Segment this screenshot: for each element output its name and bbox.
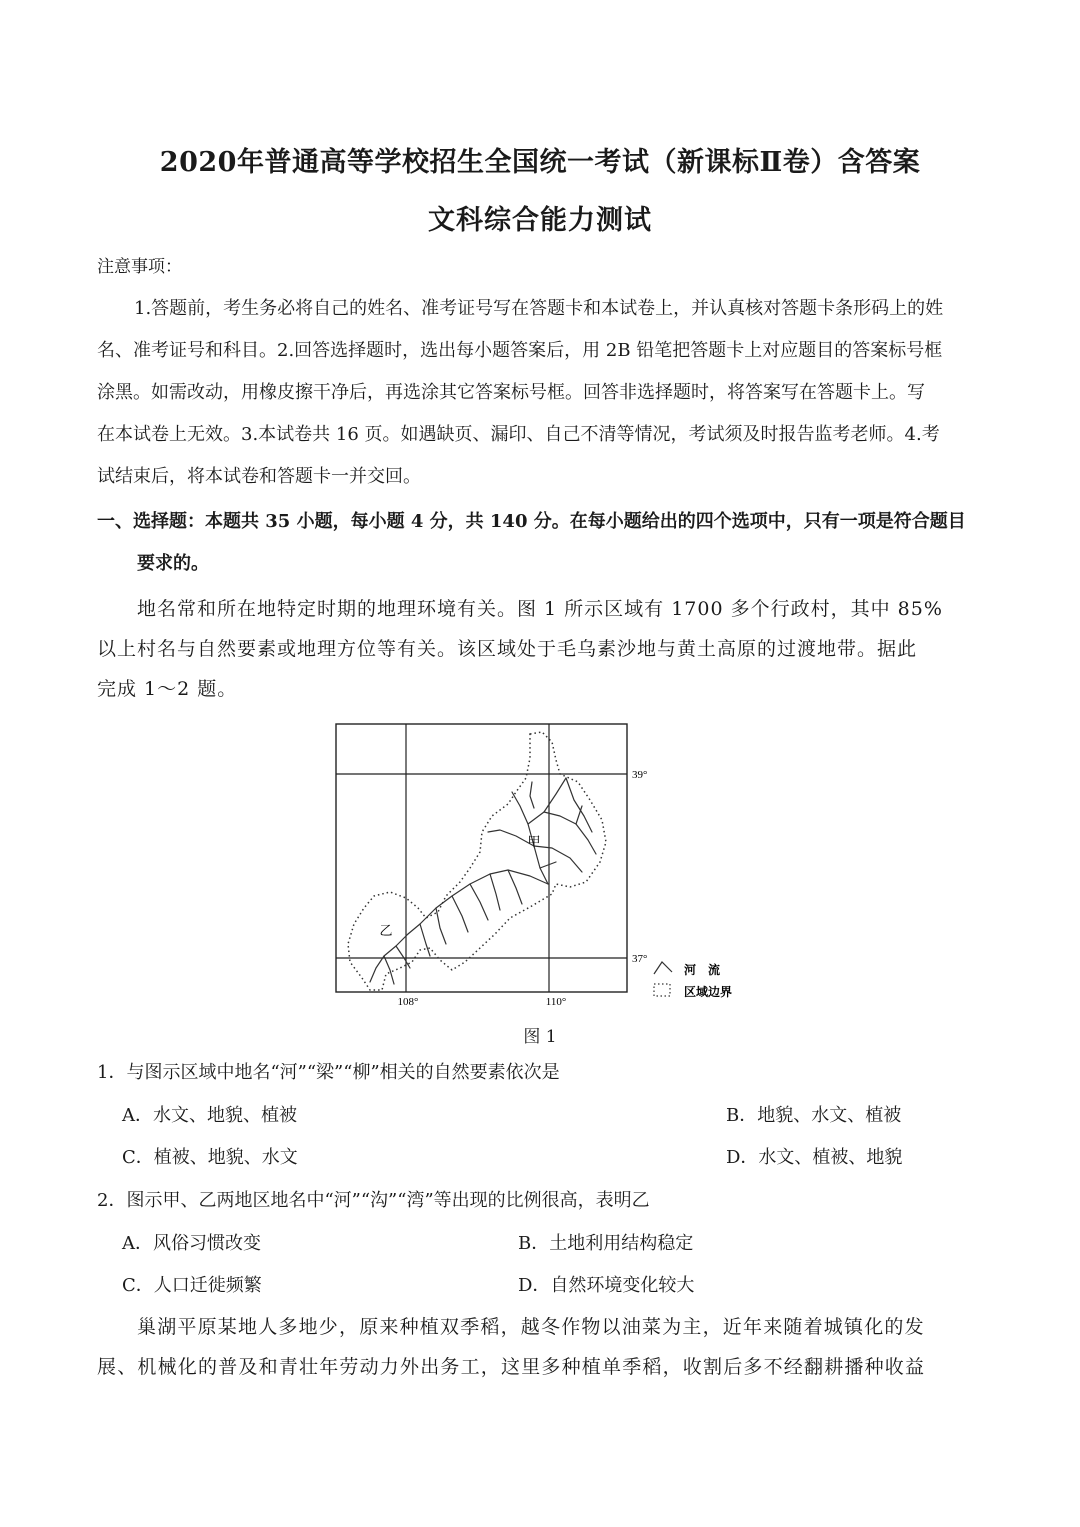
passage-line: 完成 1～2 题。 <box>97 678 238 700</box>
notice-line: 1.答题前，考生务必将自己的姓名、准考证号写在答题卡和本试卷上，并认真核对答题卡条形码上的姓 <box>134 298 944 319</box>
section-heading: 一、选择题：本题共 35 小题，每小题 4 分，共 140 分。在每小题给出的四个选项中，只有一项是符合题目 <box>97 511 966 532</box>
notice-line: 涂黑。如需改动，用橡皮擦干净后，再选涂其它答案标号框。回答非选择题时，将答案写在答题卡上。写 <box>97 382 925 403</box>
passage-line: 以上村名与自然要素或地理方位等有关。该区域处于毛乌素沙地与黄土高原的过渡地带。据此 <box>97 638 918 660</box>
notice-line: 名、准考证号和科目。2.回答选择题时，选出每小题答案后，用 2B 铅笔把答题卡上对应题目的答案标号框 <box>97 340 943 361</box>
figure-caption: 图 1 <box>523 1027 557 1047</box>
region-boundary <box>348 732 606 990</box>
lat-label-37: 37° <box>632 953 648 965</box>
notice-line: 试结束后，将本试卷和答题卡一并交回。 <box>97 466 421 487</box>
river-network <box>370 778 596 984</box>
passage-line: 地名常和所在地特定时期的地理环境有关。图 1 所示区域有 1700 多个行政村，其中 85% <box>137 598 943 620</box>
map-frame <box>336 724 627 992</box>
question-2-stem: 2．图示甲、乙两地区地名中“河”“沟”“湾”等出现的比例很高，表明乙 <box>97 1190 650 1211</box>
notice-line: 在本试卷上无效。3.本试卷共 16 页。如遇缺页、漏印、自己不清等情况，考试须及时报告监考老师。4.考 <box>97 424 940 445</box>
question-1-option-a: A．水文、地貌、植被 <box>122 1105 297 1126</box>
passage-line: 巢湖平原某地人多地少，原来种植双季稻，越冬作物以油菜为主，近年来随着城镇化的发 <box>137 1316 925 1338</box>
question-2-option-b: B．土地利用结构稳定 <box>518 1233 694 1254</box>
lon-label-110: 110° <box>545 996 567 1008</box>
notice-heading: 注意事项： <box>97 257 182 277</box>
question-2-option-c: C．人口迁徙频繁 <box>122 1275 262 1296</box>
lon-label-108: 108° <box>397 996 419 1008</box>
figure-1-map <box>320 712 760 1012</box>
question-1-option-c: C．植被、地貌、水文 <box>122 1147 298 1168</box>
legend-boundary-label: 区域边界 <box>684 985 733 999</box>
map-legend <box>654 962 732 999</box>
label-yi: 乙 <box>379 923 393 938</box>
label-jia: 甲 <box>527 834 541 849</box>
question-2-option-a: A．风俗习惯改变 <box>122 1233 261 1254</box>
legend-river-label: 河 流 <box>684 963 721 977</box>
question-1-stem: 1．与图示区域中地名“河”“梁”“柳”相关的自然要素依次是 <box>97 1062 560 1083</box>
passage-line: 展、机械化的普及和青壮年劳动力外出务工，这里多种植单季稻，收割后多不经翻耕播种收益 <box>97 1356 926 1378</box>
question-2-option-d: D．自然环境变化较大 <box>518 1275 695 1296</box>
exam-title: 2020年普通高等学校招生全国统一考试（新课标Ⅱ卷）含答案 <box>159 147 921 178</box>
legend-river-symbol <box>654 962 672 974</box>
legend-boundary-symbol <box>654 984 670 996</box>
question-1-option-b: B．地貌、水文、植被 <box>726 1105 902 1126</box>
lat-label-39: 39° <box>632 769 648 781</box>
question-1-option-d: D．水文、植被、地貌 <box>726 1147 903 1168</box>
exam-subtitle: 文科综合能力测试 <box>428 205 652 236</box>
section-heading-cont: 要求的。 <box>137 553 209 574</box>
